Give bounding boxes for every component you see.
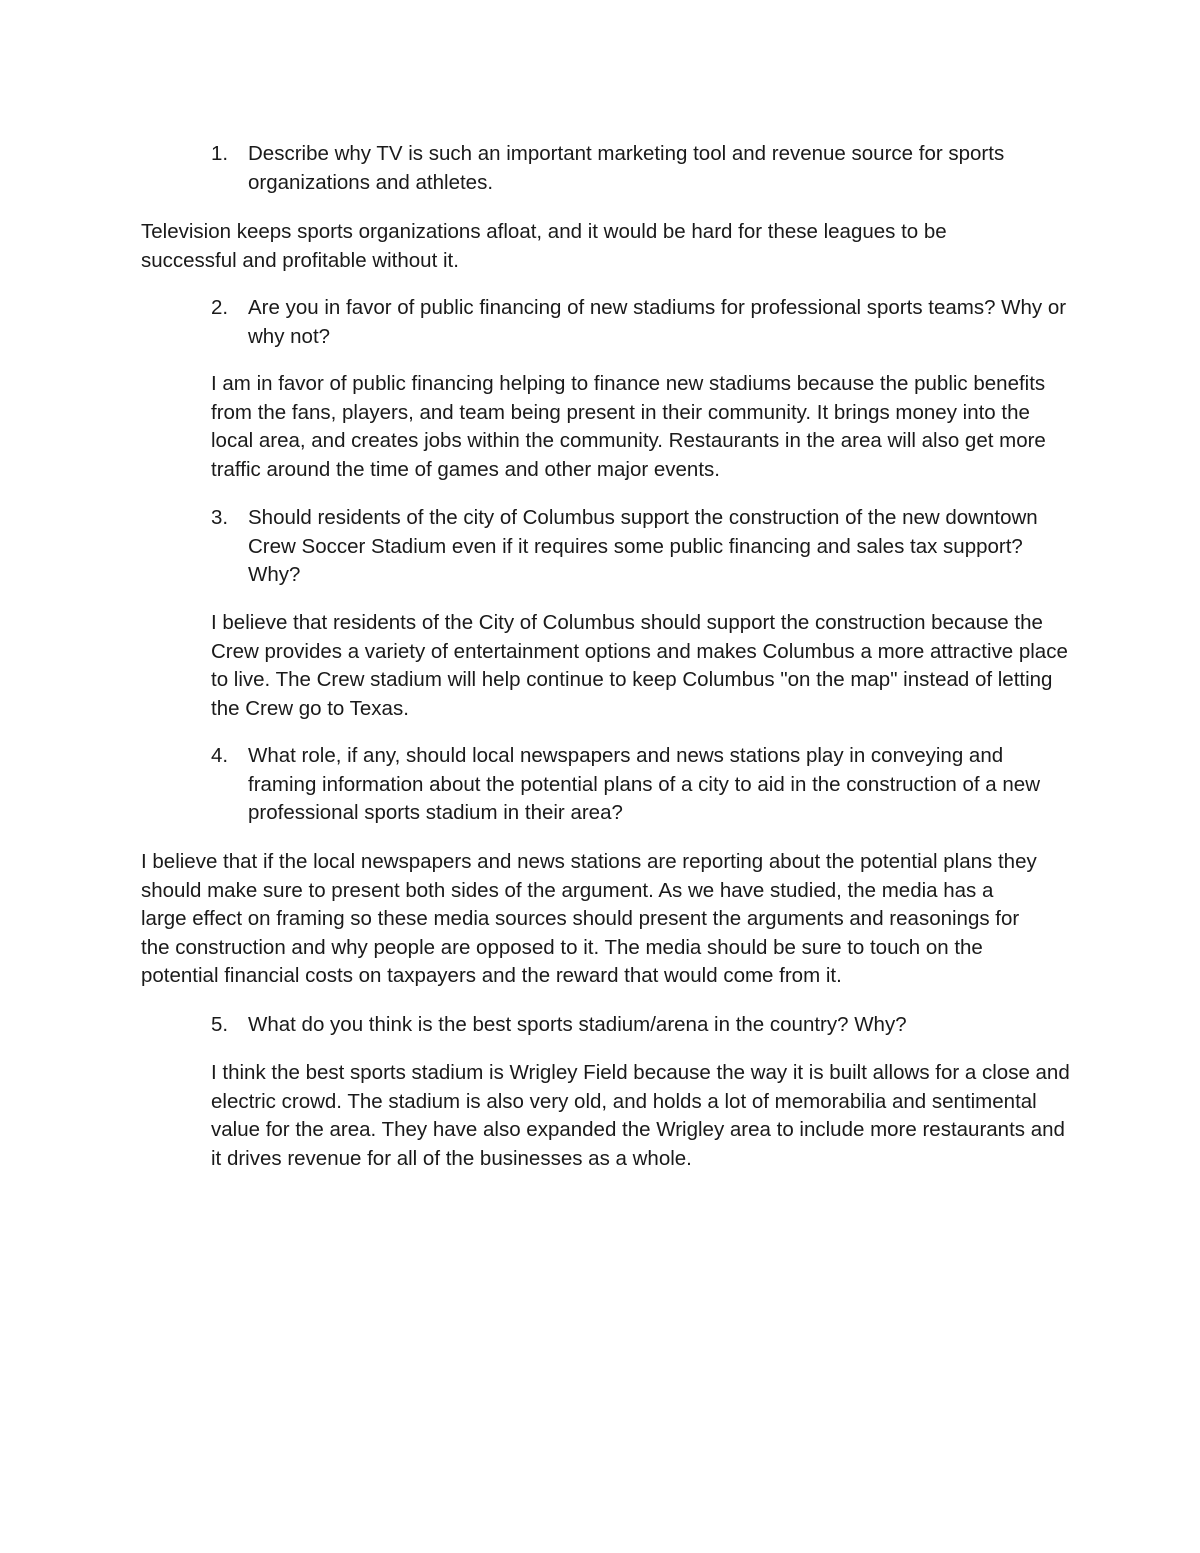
- question-text: Are you in favor of public financing of new stadiums for professional sports teams? Why or why not?: [248, 296, 1067, 348]
- question-text: What role, if any, should local newspapers and news stations play in conveying and framing information about the potential plans of a city to aid in the construction of a new professional sports stadium in their area?: [248, 744, 1040, 825]
- question-text: Should residents of the city of Columbus support the construction of the new downtown Crew Soccer Stadium even if it requires some public financing and sales tax support? Why?: [248, 506, 1038, 587]
- question-text: Describe why TV is such an important marketing tool and revenue source for sports organizations and athletes.: [248, 142, 1005, 194]
- question-number: 2.: [211, 296, 229, 319]
- answer-1: Television keeps sports organizations afloat, and it would be hard for these leagues to be successful and profitable without it.: [141, 220, 947, 272]
- answer-2: I am in favor of public financing helping to finance new stadiums because the public benefits from the fans, players, and team being present in their community. It brings money into the local area, and creates jobs within the community. Restaurants in the area will also get more traffic around the time of games and other major events.: [211, 372, 1046, 481]
- question-number: 5.: [211, 1013, 229, 1036]
- question-2: [211, 294, 1071, 351]
- question-number: 3.: [211, 506, 229, 529]
- answer-4: I believe that if the local newspapers and news stations are reporting about the potential plans they should make sure to present both sides of the argument. As we have studied, the media has a large effect on framing so these media sources should present the arguments and reasonings for the construction and why people are opposed to it. The media should be sure to touch on the potential financial costs on taxpayers and the reward that would come from it.: [141, 850, 1037, 988]
- question-number: 1.: [211, 142, 229, 165]
- answer-5: I think the best sports stadium is Wrigley Field because the way it is built allows for a close and electric crowd. The stadium is also very old, and holds a lot of memorabilia and sentimental value for the area. They have also expanded the Wrigley area to include more restaurants and it drives revenue for all of the businesses as a whole.: [211, 1061, 1070, 1170]
- question-text: What do you think is the best sports stadium/arena in the country? Why?: [248, 1013, 907, 1036]
- question-5: [211, 1011, 1071, 1040]
- question-number: 4.: [211, 744, 229, 767]
- answer-3: I believe that residents of the City of Columbus should support the construction because the Crew provides a variety of entertainment options and makes Columbus a more attractive place to live. The Crew stadium will help continue to keep Columbus "on the map" instead of letting the Crew go to Texas.: [211, 611, 1068, 720]
- question-1: [211, 140, 1071, 197]
- question-3: [211, 504, 1071, 590]
- question-4: [211, 742, 1071, 828]
